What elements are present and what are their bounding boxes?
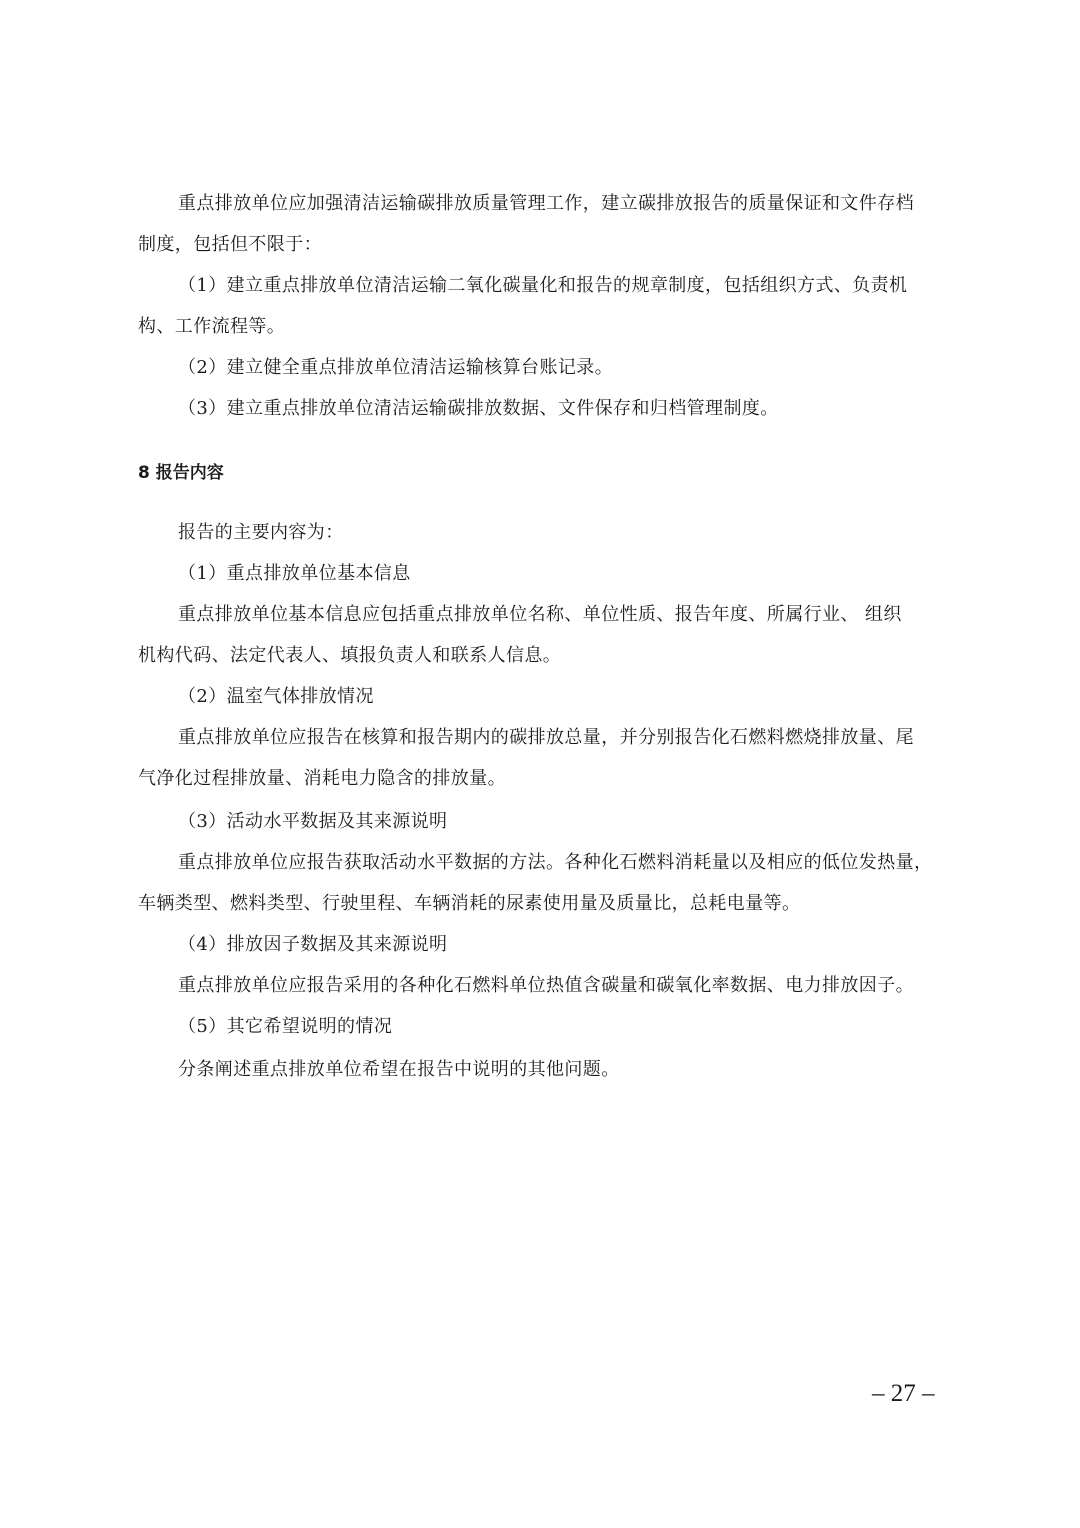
paragraph-line: 机构代码、法定代表人、填报负责人和联系人信息。 — [138, 645, 562, 666]
page-number: – 27 – — [872, 1380, 935, 1407]
paragraph-line: 重点排放单位应报告在核算和报告期内的碳排放总量，并分别报告化石燃料燃烧排放量、尾 — [178, 727, 914, 748]
subsection-title: （3）活动水平数据及其来源说明 — [178, 811, 448, 832]
subsection-title: （4）排放因子数据及其来源说明 — [178, 934, 448, 955]
subsection-title: （1）重点排放单位基本信息 — [178, 563, 411, 584]
paragraph-line: 制度，包括但不限于： — [138, 234, 322, 255]
paragraph-line: 报告的主要内容为： — [178, 522, 344, 543]
subsection-title: （2）温室气体排放情况 — [178, 686, 374, 707]
paragraph-line: 重点排放单位应报告采用的各种化石燃料单位热值含碳量和碳氧化率数据、电力排放因子。 — [178, 975, 914, 996]
list-item: （3）建立重点排放单位清洁运输碳排放数据、文件保存和归档管理制度。 — [178, 398, 779, 419]
list-item-line: （1）建立重点排放单位清洁运输二氧化碳量化和报告的规章制度，包括组织方式、负责机 — [178, 275, 908, 296]
section-heading: 8 报告内容 — [138, 463, 224, 483]
paragraph-line: 气净化过程排放量、消耗电力隐含的排放量。 — [138, 768, 506, 789]
paragraph-line: 车辆类型、燃料类型、行驶里程、车辆消耗的尿素使用量及质量比，总耗电量等。 — [138, 893, 801, 914]
list-item: （2）建立健全重点排放单位清洁运输核算台账记录。 — [178, 357, 614, 378]
paragraph-line: 重点排放单位基本信息应包括重点排放单位名称、单位性质、报告年度、所属行业、 组织 — [178, 604, 902, 625]
list-item-line: 构、工作流程等。 — [138, 316, 286, 337]
paragraph-line: 重点排放单位应加强清洁运输碳排放质量管理工作，建立碳排放报告的质量保证和文件存档 — [178, 193, 914, 214]
subsection-title: （5）其它希望说明的情况 — [178, 1016, 393, 1037]
paragraph-line: 重点排放单位应报告获取活动水平数据的方法。各种化石燃料消耗量以及相应的低位发热量， — [178, 852, 933, 873]
paragraph-line: 分条阐述重点排放单位希望在报告中说明的其他问题。 — [178, 1059, 620, 1080]
